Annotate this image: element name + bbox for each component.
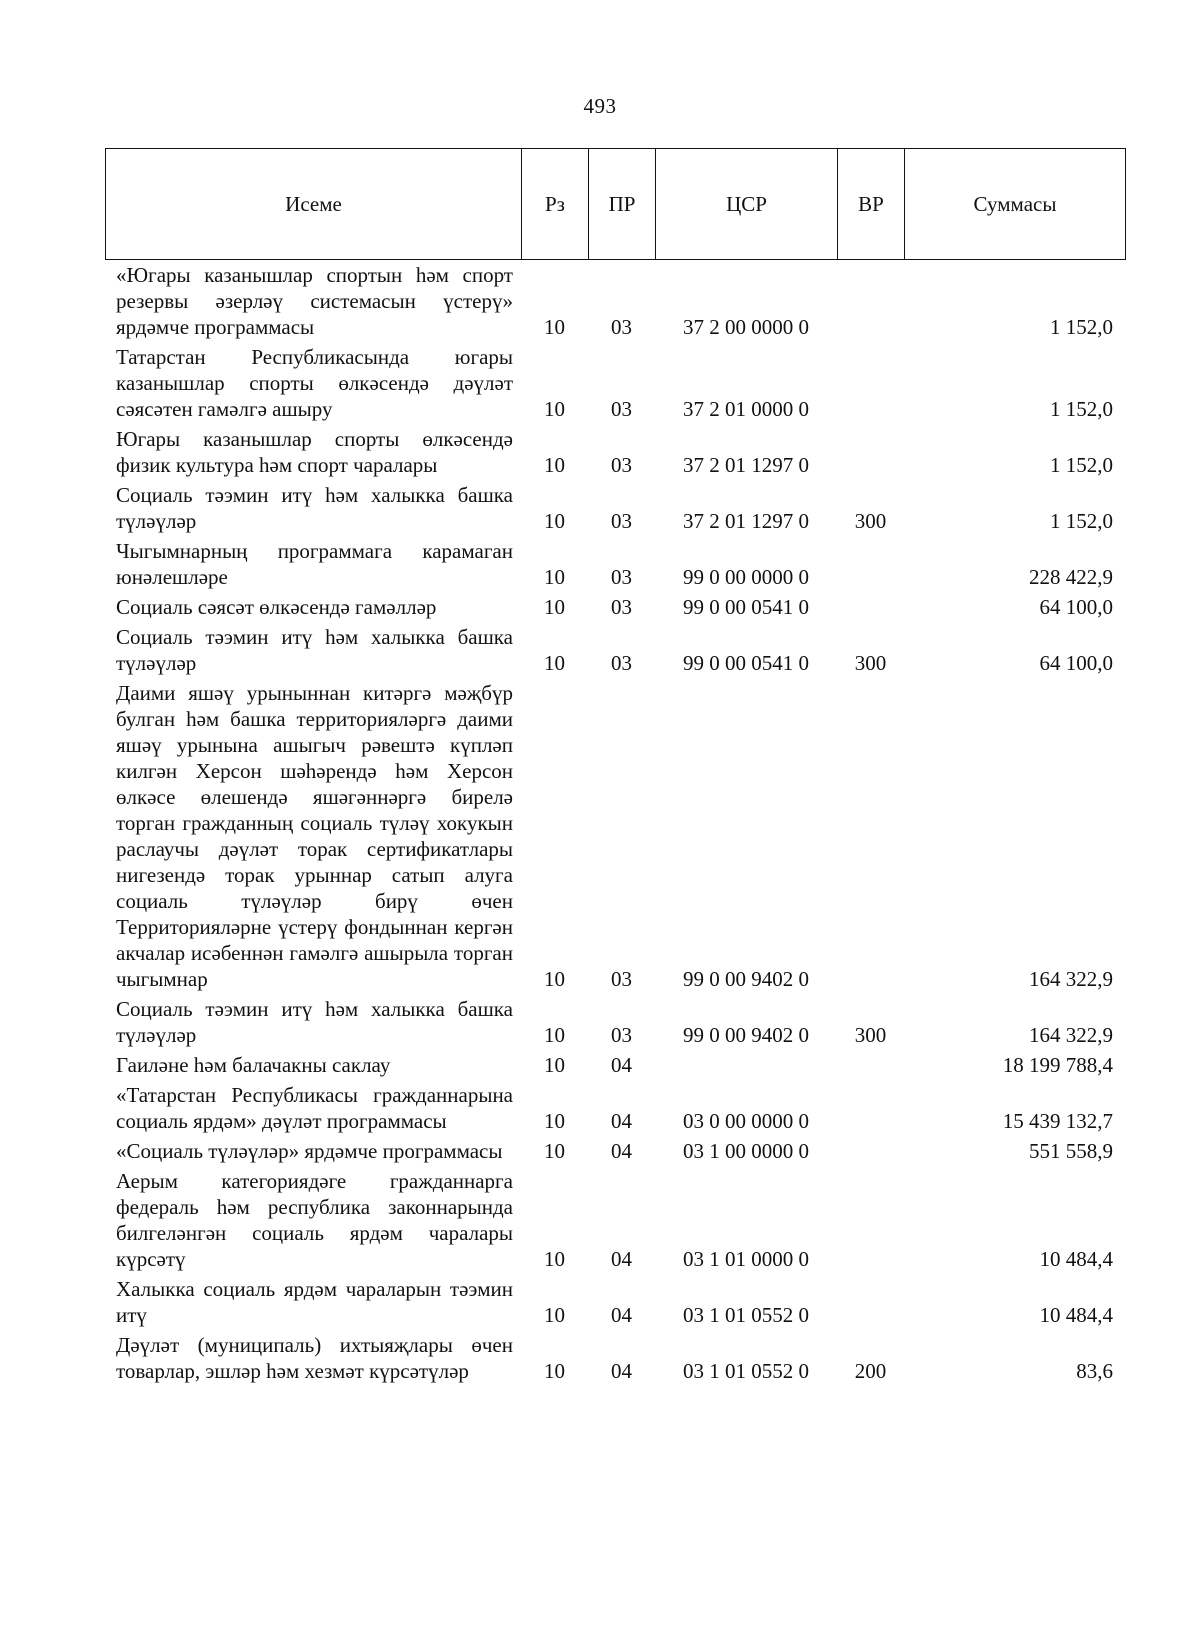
cell-name: Социаль сәясәт өлкәсендә гамәлләр [116, 595, 437, 619]
header-pr: ПР [589, 149, 656, 260]
cell-sum: 15 439 132,7 [1002, 1109, 1113, 1133]
cell-sum: 228 422,9 [1029, 565, 1113, 589]
cell-pr: 03 [611, 1023, 632, 1047]
cell-sum: 164 322,9 [1029, 967, 1113, 991]
table-row [105, 344, 1125, 426]
table-row [105, 482, 1125, 538]
cell-name: Чыгымнарның программага карамаган юнәлешләре [116, 539, 513, 589]
cell-rz: 10 [544, 509, 565, 533]
table-row [105, 262, 1125, 344]
table-row [105, 1052, 1125, 1082]
cell-rz: 10 [544, 565, 565, 589]
table-row [105, 680, 1125, 996]
cell-csr [655, 1052, 837, 1082]
cell-sum: 1 152,0 [1050, 397, 1113, 421]
cell-vr [837, 680, 904, 996]
cell-vr [837, 1082, 904, 1138]
header-row [106, 149, 1126, 260]
cell-sum: 64 100,0 [1039, 651, 1113, 675]
cell-csr: 03 0 00 0000 0 [683, 1109, 809, 1133]
cell-pr: 03 [611, 509, 632, 533]
table-header [105, 148, 1126, 260]
cell-vr: 200 [854, 1359, 887, 1383]
cell-rz: 10 [544, 651, 565, 675]
cell-pr: 03 [611, 651, 632, 675]
cell-pr: 03 [611, 595, 632, 619]
cell-name: «Татарстан Республикасы гражданнарына социаль ярдәм» дәүләт программасы [116, 1083, 513, 1133]
cell-vr [837, 262, 904, 344]
cell-pr: 04 [611, 1053, 632, 1077]
cell-rz: 10 [544, 315, 565, 339]
cell-pr: 03 [611, 315, 632, 339]
table-row [105, 538, 1125, 594]
cell-name: Социаль тәэмин итү һәм халыкка башка түләүләр [116, 483, 513, 533]
cell-pr: 04 [611, 1303, 632, 1327]
cell-csr: 03 1 01 0552 0 [683, 1303, 809, 1327]
header-csr: ЦСР [656, 149, 838, 260]
cell-pr: 03 [611, 565, 632, 589]
cell-pr: 03 [611, 397, 632, 421]
header-rz: Рз [522, 149, 589, 260]
table-row [105, 1168, 1125, 1276]
cell-rz: 10 [544, 1139, 565, 1163]
cell-vr [837, 344, 904, 426]
cell-vr [837, 1168, 904, 1276]
table-row [105, 1276, 1125, 1332]
cell-csr: 99 0 00 0541 0 [683, 651, 809, 675]
cell-rz: 10 [544, 595, 565, 619]
page-number: 493 [583, 94, 617, 118]
cell-vr: 300 [854, 651, 887, 675]
cell-vr [837, 594, 904, 624]
cell-name: «Югары казанышлар спортын һәм спорт резервы әзерләү системасын үстерү» ярдәмче программасы [116, 263, 513, 339]
cell-name: Социаль тәэмин итү һәм халыкка башка түләүләр [116, 625, 513, 675]
cell-sum: 551 558,9 [1029, 1139, 1113, 1163]
cell-csr: 03 1 01 0000 0 [683, 1247, 809, 1271]
header-sum: Суммасы [905, 149, 1126, 260]
cell-csr: 37 2 01 1297 0 [683, 453, 809, 477]
table-body [105, 262, 1125, 1388]
cell-sum: 164 322,9 [1029, 1023, 1113, 1047]
cell-name: Югары казанышлар спорты өлкәсендә физик культура һәм спорт чаралары [116, 427, 513, 477]
cell-sum: 1 152,0 [1050, 453, 1113, 477]
cell-sum: 10 484,4 [1039, 1247, 1113, 1271]
cell-csr: 03 1 01 0552 0 [683, 1359, 809, 1383]
cell-rz: 10 [544, 1109, 565, 1133]
cell-vr [837, 426, 904, 482]
cell-name: Халыкка социаль ярдәм чараларын тәэмин итү [116, 1277, 513, 1327]
cell-vr: 300 [854, 509, 887, 533]
cell-name: Социаль тәэмин итү һәм халыкка башка түләүләр [116, 997, 513, 1047]
table-row [105, 1082, 1125, 1138]
cell-csr: 99 0 00 0541 0 [683, 595, 809, 619]
header-vr: ВР [838, 149, 905, 260]
cell-sum: 64 100,0 [1039, 595, 1113, 619]
table-row [105, 594, 1125, 624]
cell-name: Даими яшәү урыныннан китәргә мәҗбүр булган һәм башка территорияләргә даими яшәү урынына ашыгыч рәвештә күпләп килгән Херсон шәһәрендә һәм Херсон өлкәсе өлешендә яшәгәннәргә бирелә торган гражданның социаль түләү хокукын раслаучы дәүләт торак сертификатлары нигезендә торак урыннар сатып алуга социаль түләүләр бирү өчен Территорияләрне үстерү фондыннан кергән акчалар исәбеннән гамәлгә ашырыла торган чыгымнар [116, 681, 513, 991]
cell-name: Татарстан Республикасында югары казанышлар спорты өлкәсендә дәүләт сәясәтен гамәлгә ашыру [116, 345, 513, 421]
cell-name: Аерым категориядәге гражданнарга федераль һәм республика законнарында билгеләнгән социаль ярдәм чаралары күрсәтү [116, 1169, 513, 1271]
cell-csr: 37 2 01 1297 0 [683, 509, 809, 533]
cell-pr: 04 [611, 1139, 632, 1163]
cell-pr: 04 [611, 1247, 632, 1271]
header-name: Исеме [106, 149, 522, 260]
cell-csr: 37 2 01 0000 0 [683, 397, 809, 421]
cell-vr [837, 538, 904, 594]
table-row [105, 996, 1125, 1052]
cell-csr: 99 0 00 0000 0 [683, 565, 809, 589]
cell-csr: 37 2 00 0000 0 [683, 315, 809, 339]
cell-pr: 03 [611, 967, 632, 991]
table-row [105, 1332, 1125, 1388]
cell-name: Дәүләт (муниципаль) ихтыяҗлары өчен товарлар, эшләр һәм хезмәт күрсәтүләр [116, 1333, 513, 1383]
cell-rz: 10 [544, 1303, 565, 1327]
cell-rz: 10 [544, 453, 565, 477]
cell-rz: 10 [544, 1359, 565, 1383]
cell-csr: 03 1 00 0000 0 [683, 1139, 809, 1163]
cell-rz: 10 [544, 1053, 565, 1077]
cell-sum: 1 152,0 [1050, 509, 1113, 533]
cell-rz: 10 [544, 967, 565, 991]
cell-vr [837, 1276, 904, 1332]
cell-rz: 10 [544, 397, 565, 421]
cell-sum: 18 199 788,4 [1002, 1053, 1113, 1077]
cell-csr: 99 0 00 9402 0 [683, 1023, 809, 1047]
cell-vr: 300 [854, 1023, 887, 1047]
cell-vr [837, 1138, 904, 1168]
cell-name: Гаиләне һәм балачакны саклау [116, 1053, 391, 1077]
table-row [105, 1138, 1125, 1168]
cell-sum: 1 152,0 [1050, 315, 1113, 339]
cell-vr [837, 1052, 904, 1082]
cell-pr: 04 [611, 1109, 632, 1133]
budget-table [105, 262, 1125, 1388]
cell-pr: 03 [611, 453, 632, 477]
cell-rz: 10 [544, 1247, 565, 1271]
table-row [105, 624, 1125, 680]
cell-pr: 04 [611, 1359, 632, 1383]
cell-sum: 10 484,4 [1039, 1303, 1113, 1327]
cell-sum: 83,6 [1076, 1359, 1113, 1383]
cell-name: «Социаль түләүләр» ярдәмче программасы [116, 1139, 503, 1163]
table-row [105, 426, 1125, 482]
cell-csr: 99 0 00 9402 0 [683, 967, 809, 991]
cell-rz: 10 [544, 1023, 565, 1047]
